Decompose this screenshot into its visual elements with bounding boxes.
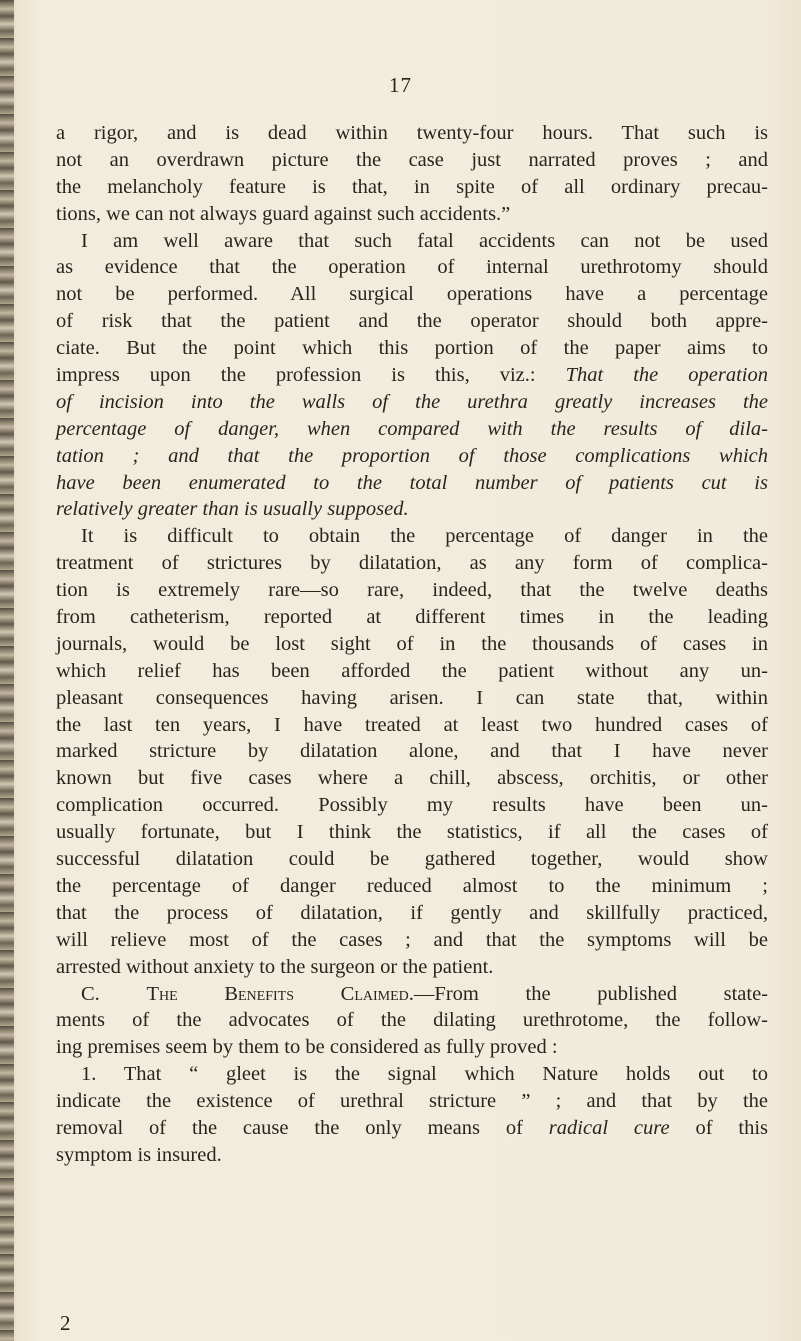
signature-mark <box>56 1311 768 1336</box>
text-line: ciate. But the point which this portion of the paper aims to <box>56 337 768 360</box>
text-line: of risk that the patient and the operator should both appre- <box>56 310 768 333</box>
text-line: the percentage of danger reduced almost to the minimum ; <box>56 874 768 897</box>
text-line: percentage of danger, when compared with the results of dila- <box>56 417 768 440</box>
text-line: pleasant consequences having arisen. I can state that, within <box>56 686 768 709</box>
text-segment: —From the published state- <box>413 982 769 1005</box>
text-line: tation ; and that the proportion of those complications which <box>56 444 768 467</box>
section-heading: The Benefits Claimed. <box>146 982 414 1005</box>
text-line: I am well aware that such fatal accidents can not be used <box>81 229 768 252</box>
italic-segment: That the operation <box>565 364 768 387</box>
text-line: ments of the advocates of the dilating urethrotome, the follow- <box>56 1009 768 1032</box>
text-segment: removal of the cause the only means of <box>56 1116 523 1139</box>
body-text <box>56 120 768 1169</box>
text-line: tions, we can not always guard against such accidents.” <box>56 202 511 225</box>
text-line: complication occurred. Possibly my results have been un- <box>56 794 768 817</box>
text-line: not an overdrawn picture the case just narrated proves ; and <box>56 148 768 171</box>
signature-number: 2 <box>60 1311 71 1335</box>
text-line: that the process of dilatation, if gently and skillfully practiced, <box>56 901 768 924</box>
text-line: successful dilatation could be gathered together, would show <box>56 848 768 871</box>
text-line: a rigor, and is dead within twenty-four hours. That such is <box>56 122 768 144</box>
text-line: will relieve most of the cases ; and that the symptoms will be <box>56 928 768 951</box>
text-line: symptom is insured. <box>56 1143 222 1166</box>
text-line: It is difficult to obtain the percentage of danger in the <box>81 525 768 548</box>
text-line: marked stricture by dilatation alone, and that I have never <box>56 740 768 763</box>
text-line <box>56 362 768 389</box>
section-heading-line <box>56 981 768 1008</box>
text-line: treatment of strictures by dilatation, as any form of complica- <box>56 552 768 575</box>
text-line: ing premises seem by them to be considered as fully proved : <box>56 1036 558 1059</box>
section-letter: C. <box>81 982 100 1005</box>
text-line: which relief has been afforded the patient without any un- <box>56 659 768 682</box>
text-line <box>56 1115 768 1142</box>
text-line: known but five cases where a chill, abscess, orchitis, or other <box>56 767 768 790</box>
text-line: not be performed. All surgical operations have a percentage <box>56 283 768 306</box>
text-line: of incision into the walls of the urethra greatly increases the <box>56 390 768 413</box>
text-line: the melancholy feature is that, in spite of all ordinary precau- <box>56 175 768 198</box>
text-line: journals, would be lost sight of in the thousands of cases in <box>56 632 768 655</box>
page-number: 17 <box>389 73 412 97</box>
italic-segment: radical cure <box>548 1116 670 1139</box>
text-line: have been enumerated to the total number of patients cut is <box>56 471 768 494</box>
text-line: arrested without anxiety to the surgeon or the patient. <box>56 955 494 978</box>
text-segment: of this <box>695 1116 769 1139</box>
text-line: as evidence that the operation of internal urethrotomy should <box>56 256 768 279</box>
text-line: tion is extremely rare—so rare, indeed, that the twelve deaths <box>56 579 768 602</box>
text-line: indicate the existence of urethral stricture ” ; and that by the <box>56 1090 768 1113</box>
text-line: 1. That “ gleet is the signal which Nature holds out to <box>81 1063 768 1086</box>
text-line: relatively greater than is usually supposed. <box>56 498 409 521</box>
text-line: usually fortunate, but I think the statistics, if all the cases of <box>56 821 768 844</box>
binding-edge <box>0 0 14 1341</box>
text-segment: impress upon the profession is this, viz.: <box>56 364 536 387</box>
text-line: the last ten years, I have treated at least two hundred cases of <box>56 713 768 736</box>
text-line: from catheterism, reported at different times in the leading <box>56 606 768 629</box>
